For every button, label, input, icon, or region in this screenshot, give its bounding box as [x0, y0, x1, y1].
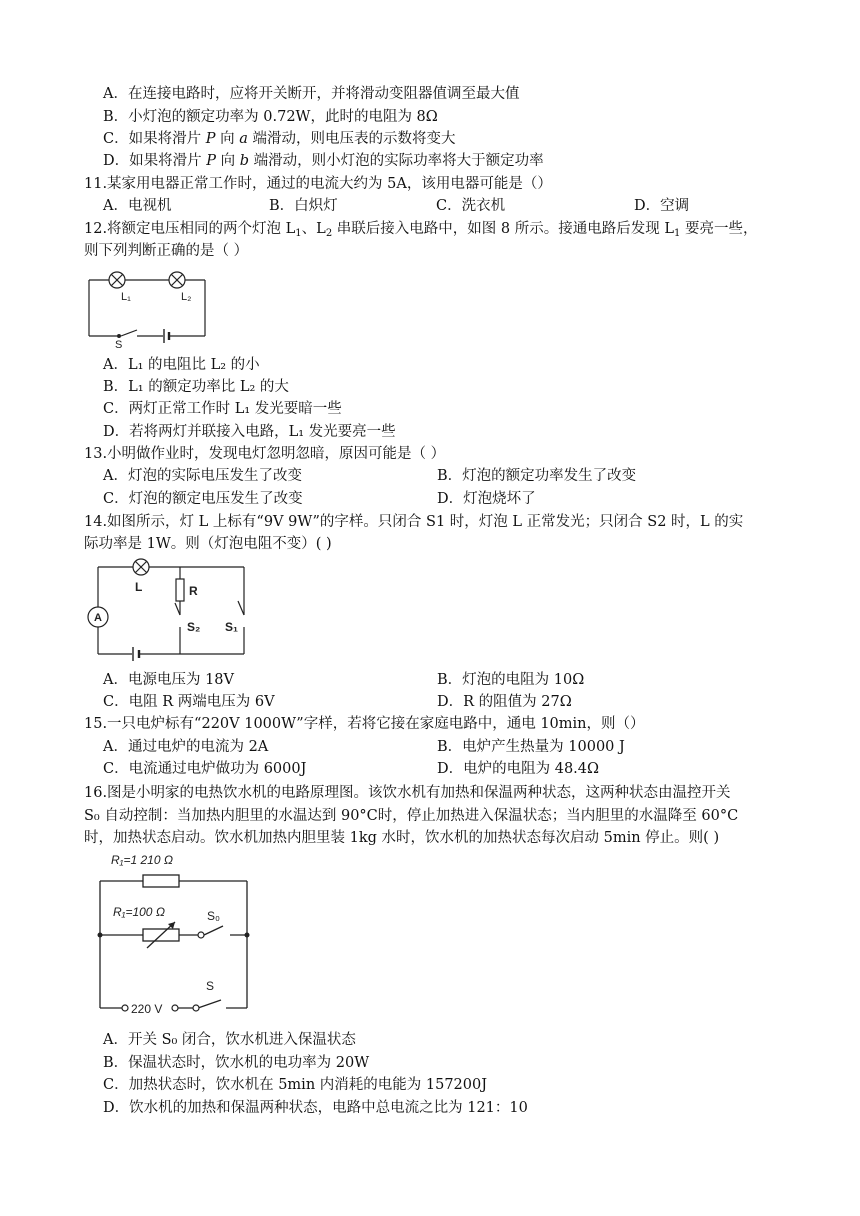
switch-pivot-icon [117, 334, 121, 338]
q15-option-d: D．电炉的电阻为 48.4Ω [437, 761, 600, 777]
q12-label-s: S [115, 339, 123, 351]
lamp-l-icon [133, 559, 149, 575]
q10-option-a: A．在连接电路时，应将开关断开，并将滑动变阻器值调至最大值 [103, 86, 520, 102]
terminal-right-icon [172, 1005, 178, 1011]
q12-option-d: D．若将两灯并联接入电路，L₁ 发光要亮一些 [103, 424, 396, 440]
junction-left-icon [98, 933, 103, 938]
q12-stem-line2: 则下列判断正确的是（ ） [84, 243, 249, 259]
q13-stem: 13.小明做作业时，发现电灯忽明忽暗，原因可能是（ ） [84, 446, 446, 462]
q10-option-b: B．小灯泡的额定功率为 0.72W，此时的电阻为 8Ω [103, 109, 438, 125]
q14-option-a: A．电源电压为 18V [103, 672, 235, 688]
resistor-r1-top-icon [143, 875, 179, 887]
q16-label-s: S [206, 979, 215, 993]
q13-option-b: B．灯泡的额定功率发生了改变 [437, 468, 637, 484]
battery-icon [133, 647, 139, 661]
q14-label-a: A [94, 612, 102, 624]
q16-label-r1-mid: R₁=100 Ω [113, 905, 165, 919]
q11-option-a: A．电视机 [103, 198, 172, 214]
q16-option-b: B．保温状态时，饮水机的电功率为 20W [103, 1055, 370, 1071]
lamp-l1-icon [109, 272, 125, 288]
q14-option-c: C．电阻 R 两端电压为 6V [103, 694, 275, 710]
switch-s-icon [193, 1005, 199, 1011]
q13-option-a: A．灯泡的实际电压发生了改变 [103, 468, 302, 484]
q14-label-s1: S₁ [225, 620, 238, 634]
q12-stem-line1: 12.将额定电压相同的两个灯泡 $L_1$、$L_2$ 串联后接入电路中，如图 8 所示。接通电路后发现 $L_1$ 要亮一些， [84, 221, 758, 239]
q14-circuit-diagram [82, 557, 257, 667]
q16-option-d: D．饮水机的加热和保温两种状态，电路中总电流之比为 121：10 [103, 1100, 528, 1116]
q16-stem-line2: S₀ 自动控制：当加热内胆里的水温达到 90°C时，停止加热进入保温状态；当内胆里的水温降至 60°C [84, 808, 739, 824]
q16-circuit-diagram [95, 850, 255, 1020]
q15-option-a: A．通过电炉的电流为 2A [103, 739, 269, 755]
battery-icon [164, 329, 169, 343]
q13-option-d: D．灯泡烧坏了 [437, 491, 536, 507]
q15-stem: 15.一只电炉标有“220V 1000W”字样，若将它接在家庭电路中，通电 10min，则（） [84, 716, 645, 732]
q14-option-b: B．灯泡的电阻为 10Ω [437, 672, 585, 688]
q14-stem-line1: 14.如图所示，灯 L 上标有“9V 9W”的字样。只闭合 S1 时，灯泡 L 正常发光；只闭合 S2 时，L 的实 [84, 514, 744, 530]
q12-circuit-diagram [85, 268, 210, 351]
q12-label-l1: L₁ [121, 291, 131, 303]
q11-option-b: B．白炽灯 [269, 198, 338, 214]
switch-s0-icon [198, 932, 204, 938]
q12-option-c: C．两灯正常工作时 L₁ 发光要暗一些 [103, 401, 342, 417]
q11-option-d: D．空调 [634, 198, 690, 214]
q16-label-voltage: 220 V [131, 1002, 163, 1016]
q11-stem: 11.某家用电器正常工作时，通过的电流大约为 5A，该用电器可能是（） [84, 176, 552, 192]
q16-label-r1-top: R₁=1 210 Ω [111, 853, 173, 867]
q14-label-s2: S₂ [187, 620, 201, 634]
variable-resistor-icon [143, 922, 179, 948]
q13-option-c: C．灯泡的额定电压发生了改变 [103, 491, 303, 507]
q15-option-c: C．电流通过电炉做功为 6000J [103, 761, 307, 777]
q16-stem-line1: 16.图是小明家的电热饮水机的电路原理图。该饮水机有加热和保温两种状态，这两种状态由温控开关 [84, 785, 731, 801]
q12-label-l2: L₂ [181, 291, 192, 303]
q14-label-r: R [189, 584, 198, 598]
q16-option-c: C．加热状态时，饮水机在 5min 内消耗的电能为 157200J [103, 1077, 488, 1093]
q14-stem-line2: 际功率是 1W。则（灯泡电阻不变）( ) [84, 536, 332, 552]
lamp-l2-icon [169, 272, 185, 288]
q14-option-d: D．R 的阻值为 27Ω [437, 694, 572, 710]
q16-option-a: A．开关 S₀ 闭合，饮水机进入保温状态 [103, 1032, 356, 1048]
q11-option-c: C．洗衣机 [436, 198, 506, 214]
junction-right-icon [245, 933, 250, 938]
q10-option-d: D．如果将滑片 P 向 b 端滑动，则小灯泡的实际功率将大于额定功率 [103, 153, 544, 169]
terminal-left-icon [122, 1005, 128, 1011]
q12-option-b: B．L₁ 的额定功率比 L₂ 的大 [103, 379, 289, 395]
resistor-r-icon [176, 579, 184, 601]
q12-option-a: A．L₁ 的电阻比 L₂ 的小 [103, 357, 260, 373]
q16-stem-line3: 时，加热状态启动。饮水机加热内胆里装 1kg 水时，饮水机的加热状态每次启动 5min 停止。则( ) [84, 830, 720, 846]
q14-label-l: L [135, 580, 143, 594]
q11-options [103, 196, 803, 216]
q15-option-b: B．电炉产生热量为 10000 J [437, 739, 625, 755]
q16-label-s0: S₀ [207, 909, 220, 923]
q10-option-c: C．如果将滑片 P 向 a 端滑动，则电压表的示数将变大 [103, 131, 456, 147]
